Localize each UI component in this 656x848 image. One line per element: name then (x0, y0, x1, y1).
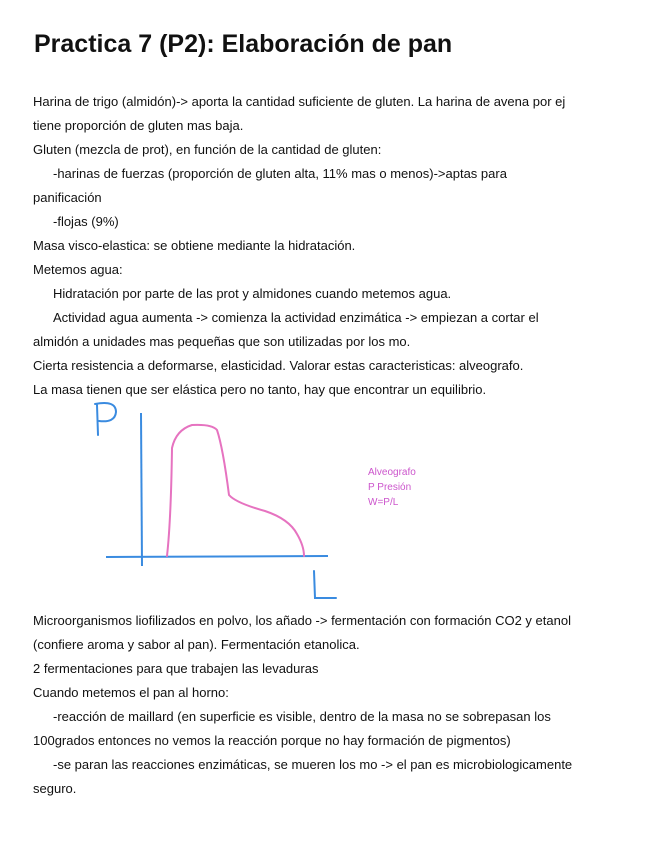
text-line: Hidratación por parte de las prot y almidones cuando metemos agua. (53, 286, 452, 301)
text-line: seguro. (33, 781, 77, 796)
text-line: Metemos agua: (33, 262, 123, 277)
text-line: 100grados entonces no vemos la reacción porque no hay formación de pigmentos) (33, 733, 511, 748)
text-line: La masa tienen que ser elástica pero no tanto, hay que encontrar un equilibrio. (33, 382, 487, 397)
y-axis-label-glyph (95, 403, 116, 435)
sketch-note-formula: W=P/L (368, 497, 399, 508)
notes-block-bottom (33, 609, 629, 801)
text-line: 2 fermentaciones para que trabajen las levaduras (33, 661, 319, 676)
x-axis-label-glyph (314, 571, 336, 598)
text-line: Actividad agua aumenta -> comienza la actividad enzimática -> empiezan a cortar el (53, 310, 539, 325)
text-line: Harina de trigo (almidón)-> aporta la cantidad suficiente de gluten. La harina de avena por ej (33, 94, 566, 109)
text-line: -flojas (9%) (53, 214, 119, 229)
text-line: panificación (33, 190, 102, 205)
text-line: almidón a unidades mas pequeñas que son utilizadas por los mo. (33, 334, 411, 349)
x-axis (106, 556, 328, 557)
text-line: tiene proporción de gluten mas baja. (33, 118, 244, 133)
sketch-note-title: Alveografo (368, 467, 416, 478)
text-line: -se paran las reacciones enzimáticas, se mueren los mo -> el pan es microbiologicamente (53, 757, 573, 772)
y-axis (141, 413, 142, 566)
text-line: (confiere aroma y sabor al pan). Fermentación etanolica. (33, 637, 360, 652)
text-line: Microorganismos liofilizados en polvo, los añado -> fermentación con formación CO2 y etanol (33, 613, 571, 628)
alveograph-curve (167, 425, 304, 556)
sketch-note-pressure: P Presión (368, 482, 412, 493)
text-line: Cierta resistencia a deformarse, elasticidad. Valorar estas caracteristicas: alveografo. (33, 358, 524, 373)
text-line: -harinas de fuerzas (proporción de gluten alta, 11% mas o menos)->aptas para (53, 166, 507, 181)
text-line: Gluten (mezcla de prot), en función de la cantidad de gluten: (33, 142, 382, 157)
text-line: Cuando metemos el pan al horno: (33, 685, 229, 700)
page-title: Practica 7 (P2): Elaboración de pan (34, 30, 453, 58)
text-line: -reacción de maillard (en superficie es visible, dentro de la masa no se sobrepasan los (53, 709, 551, 724)
text-line: Masa visco-elastica: se obtiene mediante la hidratación. (33, 238, 356, 253)
